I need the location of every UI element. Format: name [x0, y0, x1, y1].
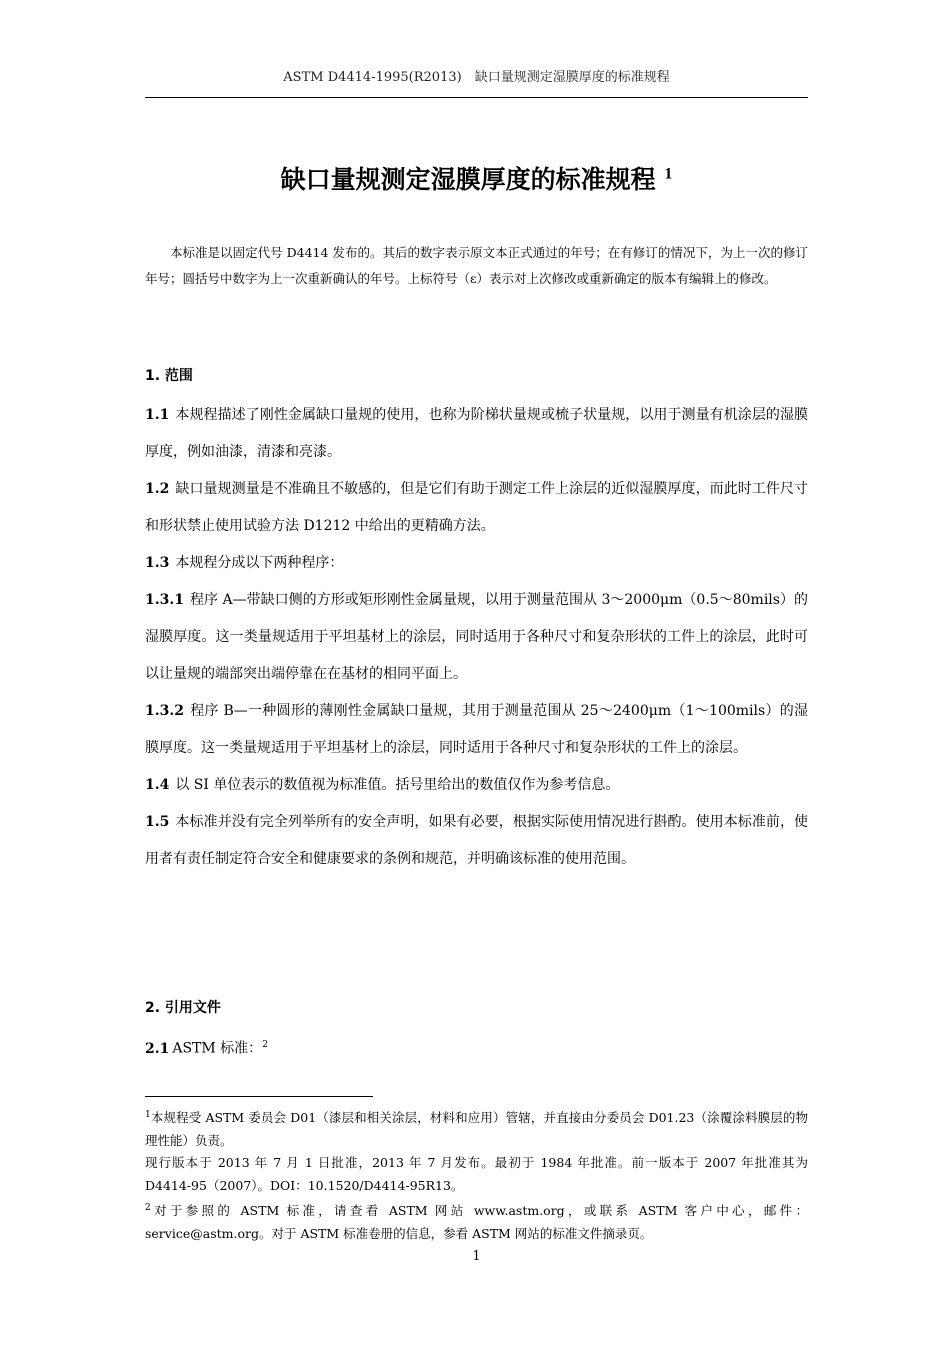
- clause-number: 1.5: [145, 814, 170, 830]
- footnote-marker: 1: [145, 1110, 151, 1120]
- clause-number: 1.3: [145, 555, 170, 571]
- clause: [145, 693, 808, 767]
- clause: [145, 397, 808, 471]
- clause-text: 以 SI 单位表示的数值视为标准值。括号里给出的数值仅作为参考信息。: [175, 777, 620, 793]
- clause-text: 程序 A—带缺口侧的方形或矩形刚性金属量规，以用于测量范围从 3～2000μm（0.5～80mils）的湿膜厚度。这一类量规适用于平坦基材上的涂层，同时适用于各种尺寸和复杂形状的工件上的涂层，此时可以让量规的端部突出端停靠在在基材的相同平面上。: [145, 592, 808, 682]
- clause-text: 程序 B—一种圆形的薄刚性金属缺口量规，其用于测量范围从 25～2400μm（1～100mils）的湿膜厚度。这一类量规适用于平坦基材上的涂层，同时适用于各种尺寸和复杂形状的工件上的涂层。: [145, 703, 808, 756]
- section-heading: 1. 范围: [145, 368, 193, 384]
- clause-number: 1.3.1: [145, 592, 184, 608]
- section-scope: [145, 358, 808, 878]
- footnote-text: 对于参照的 ASTM 标准，请查看 ASTM 网站 www.astm.org，或联系 ASTM 客户中心，邮件：service@astm.org。对于 ASTM 标准卷册的信息，参看 ASTM 网站的标准文件摘录页。: [145, 1203, 808, 1241]
- clause-text: 本规程描述了刚性金属缺口量规的使用，也称为阶梯状量规或梳子状量规，以用于测量有机涂层的湿膜厚度，例如油漆，清漆和亮漆。: [145, 407, 808, 460]
- clause-text: ASTM 标准：: [172, 1040, 263, 1057]
- footnote-rule: [145, 1096, 373, 1097]
- footnote: [145, 1152, 808, 1197]
- clause-text: 本标准并没有完全列举所有的安全声明，如果有必要，根据实际使用情况进行斟酌。使用本标准前，使用者有责任制定符合安全和健康要求的条例和规范，并明确该标准的使用范围。: [145, 814, 808, 867]
- footnote-text: 本规程受 ASTM 委员会 D01（漆层和相关涂层，材料和应用）管辖，并直接由分委员会 D01.23（涂覆涂料膜层的物理性能）负责。: [145, 1110, 808, 1148]
- clause: [145, 767, 808, 804]
- section-heading: 2. 引用文件: [145, 1000, 221, 1016]
- footnote: [145, 1197, 808, 1245]
- clause: [145, 1027, 808, 1068]
- clause: [145, 471, 808, 545]
- footnote-marker: 2: [145, 1203, 151, 1214]
- running-header: ASTM D4414-1995(R2013) 缺口量规测定湿膜厚度的标准规程: [283, 70, 670, 85]
- document-title: [145, 160, 808, 196]
- page-number: 1: [472, 1249, 481, 1264]
- clause-number: 1.1: [145, 407, 170, 423]
- footnote-ref: 2: [262, 1040, 268, 1050]
- clause-number: 1.3.2: [145, 703, 184, 719]
- header-rule: [145, 97, 808, 98]
- section-references: [145, 990, 808, 1068]
- title-text: 缺口量规测定湿膜厚度的标准规程: [280, 165, 656, 194]
- footnote: [145, 1104, 808, 1152]
- title-footnote-ref: 1: [664, 165, 673, 183]
- clause: [145, 545, 808, 582]
- clause-number: 2.1: [145, 1040, 170, 1057]
- clause-text: 缺口量规测量是不准确且不敏感的，但是它们有助于测定工件上涂层的近似湿膜厚度，而此时工件尺寸和形状禁止使用试验方法 D1212 中给出的更精确方法。: [145, 481, 808, 534]
- footnotes: [145, 1104, 808, 1245]
- clause-number: 1.4: [145, 777, 170, 793]
- intro-paragraph: 本标准是以固定代号 D4414 发布的。其后的数字表示原文本正式通过的年号；在有修订的情况下，为上一次的修订年号；圆括号中数字为上一次重新确认的年号。上标符号（ε）表示对上次修改或重新确定的版本有编辑上的修改。: [145, 245, 808, 286]
- footnote-text: 现行版本于 2013 年 7 月 1 日批准，2013 年 7 月发布。最初于 1984 年批准。前一版本于 2007 年批准其为 D4414-95（2007）。DOI：10.1520/D4414-95R13。: [145, 1155, 808, 1193]
- clause: [145, 804, 808, 878]
- clause-number: 1.2: [145, 481, 170, 497]
- clause: [145, 582, 808, 693]
- clause-text: 本规程分成以下两种程序：: [175, 555, 344, 571]
